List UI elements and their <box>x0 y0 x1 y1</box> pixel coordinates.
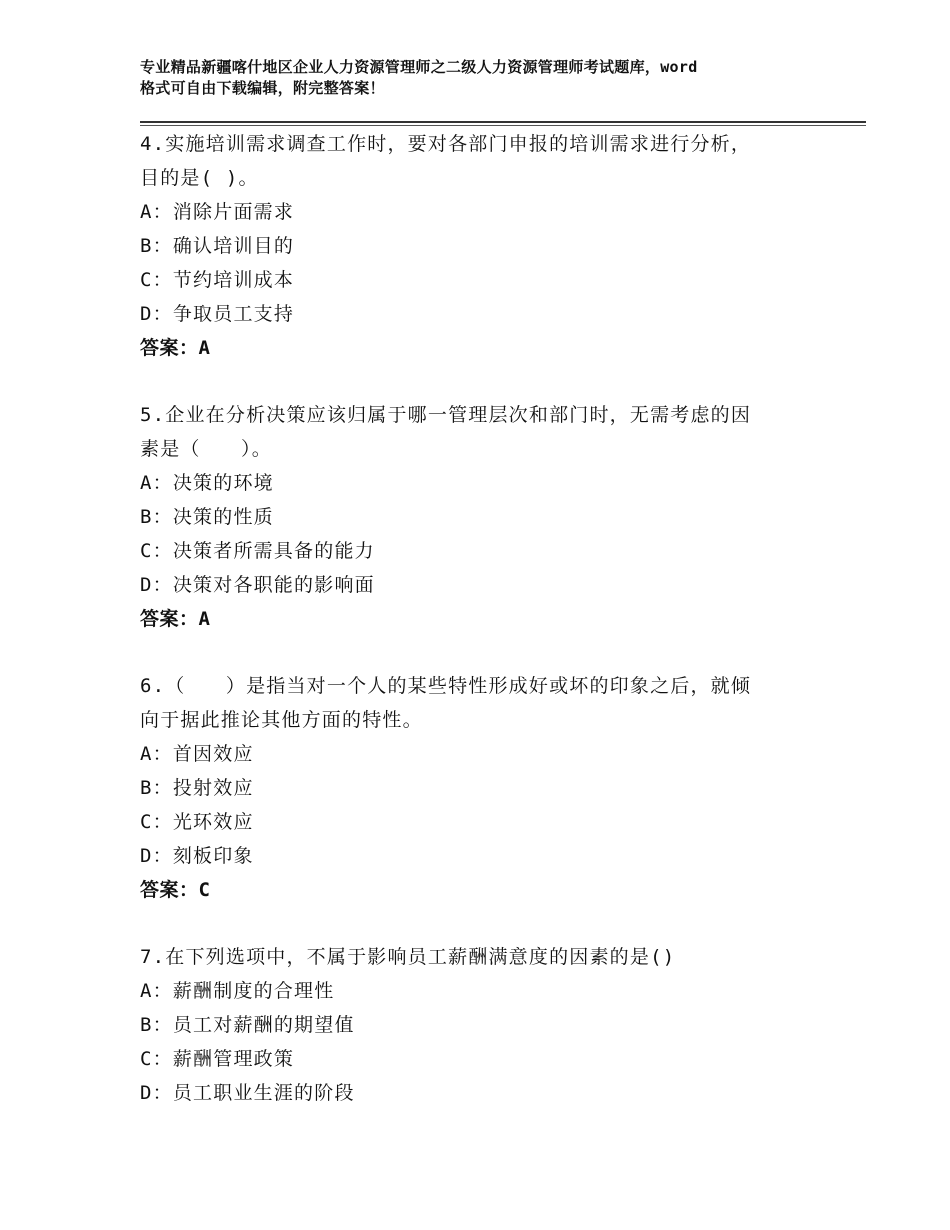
question-5 <box>140 398 830 636</box>
header-line-2: 格式可自由下载编辑，附完整答案！ <box>140 79 385 97</box>
option-c: C：决策者所需具备的能力 <box>140 540 375 562</box>
option-c: C：节约培训成本 <box>140 269 295 291</box>
question-6 <box>140 669 830 907</box>
question-list <box>140 127 830 1110</box>
option-d: D：刻板印象 <box>140 845 254 867</box>
question-text: 6.（ ）是指当对一个人的某些特性形成好或坏的印象之后，就倾 <box>140 675 752 697</box>
question-7 <box>140 940 830 1110</box>
option-b: B：确认培训目的 <box>140 235 295 257</box>
option-a: A：决策的环境 <box>140 472 274 494</box>
answer: 答案：C <box>140 879 211 901</box>
option-d: D：决策对各职能的影响面 <box>140 574 375 596</box>
answer: 答案：A <box>140 608 211 630</box>
question-spacer <box>140 636 830 669</box>
option-b: B：投射效应 <box>140 777 254 799</box>
option-a: A：薪酬制度的合理性 <box>140 980 335 1002</box>
question-text: 7.在下列选项中，不属于影响员工薪酬满意度的因素的是() <box>140 946 676 968</box>
question-4 <box>140 127 830 365</box>
option-a: A：首因效应 <box>140 743 254 765</box>
option-c: C：光环效应 <box>140 811 254 833</box>
option-d: D：员工职业生涯的阶段 <box>140 1082 355 1104</box>
question-text-continued: 向于据此推论其他方面的特性。 <box>140 709 423 731</box>
option-b: B：员工对薪酬的期望值 <box>140 1014 355 1036</box>
question-text: 4.实施培训需求调查工作时，要对各部门申报的培训需求进行分析， <box>140 133 752 155</box>
option-d: D：争取员工支持 <box>140 303 295 325</box>
question-spacer <box>140 365 830 398</box>
answer: 答案：A <box>140 337 211 359</box>
header-divider-thick <box>140 121 866 123</box>
question-text-continued: 目的是( )。 <box>140 167 259 189</box>
option-b: B：决策的性质 <box>140 506 274 528</box>
question-text-continued: 素是（ ）。 <box>140 438 272 460</box>
option-c: C：薪酬管理政策 <box>140 1048 295 1070</box>
document-header <box>140 57 830 99</box>
question-text: 5.企业在分析决策应该归属于哪一管理层次和部门时，无需考虑的因 <box>140 404 752 426</box>
header-line-1: 专业精品新疆喀什地区企业人力资源管理师之二级人力资源管理师考试题库，word <box>140 58 698 76</box>
option-a: A：消除片面需求 <box>140 201 295 223</box>
question-spacer <box>140 907 830 940</box>
header-divider-thin <box>140 125 866 126</box>
